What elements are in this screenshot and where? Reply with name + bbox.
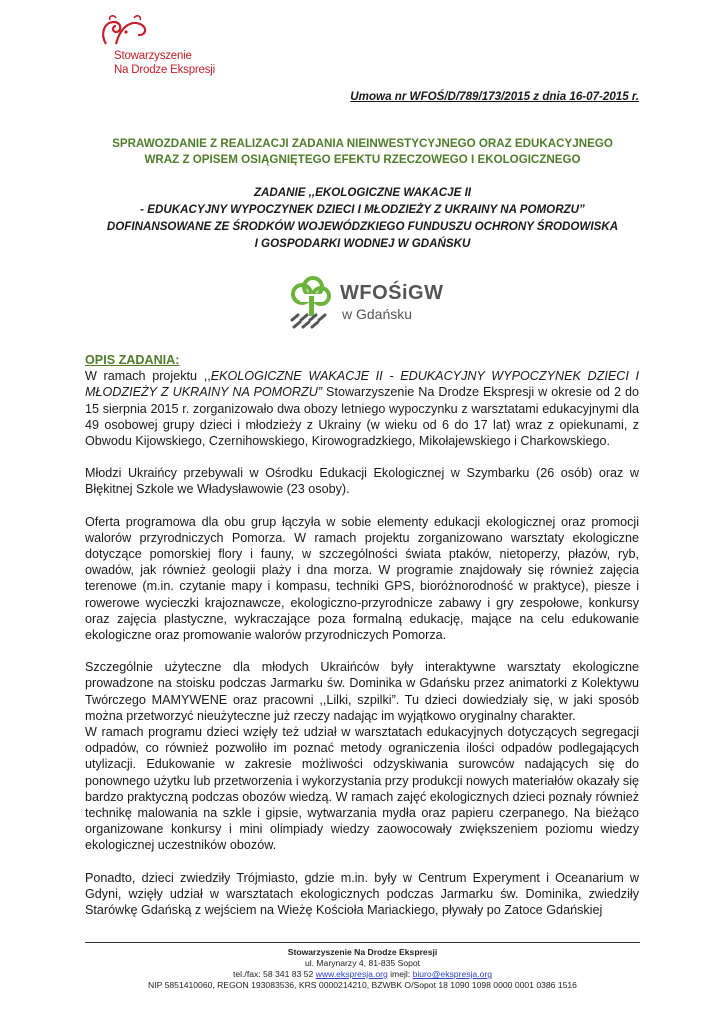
report-title-line1: SPRAWOZDANIE Z REALIZACJI ZADANIA NIEINWESTYCYJNEGO ORAZ EDUKACYJNEGO [112, 137, 613, 150]
footer-divider [85, 942, 640, 943]
org-name-line1: Stowarzyszenie [114, 50, 192, 62]
paragraph-3: Oferta programowa dla obu grup łączyła w sobie elementy edukacji ekologicznej oraz promocji walorów przyrodniczych Pomorza. W ramach projektu zorganizowano warsztaty ekologiczne dotyczące pomorskiej flory i fauny, w szczególności świata ptaków, nietoperzy, płazów, ryb, owadów, jak również geologii plaży i dna morza. W programie znajdowały się również zajęcia terenowe (m.in. czytanie mapy i kompasu, techniki GPS, bioróżnorodność w praktyce), piesze i rowerowe wycieczki krajoznawcze, ekologiczno-przyrodnicze zabawy i gry zespołowe, konkursy oraz zajęcia plastyczne, wykraczające poza formalną edukację, mające na celu edukowanie ekologiczne oraz promowanie walorów przyrodniczych Pomorza. [85, 514, 639, 643]
org-name-line2: Na Drodze Ekspresji [114, 64, 216, 76]
website-link[interactable]: www.ekspresja.org [315, 969, 388, 979]
footer-contact: tel./fax: 58 341 83 52 www.ekspresja.org imejl: biuro@ekspresja.org [232, 969, 493, 979]
report-title [0, 136, 725, 168]
section-heading: OPIS ZADANIA: [85, 353, 180, 367]
task-title [0, 184, 725, 252]
contract-reference: Umowa nr WFOŚ/D/789/173/2015 z dnia 16-07-2015 r. [350, 90, 639, 103]
footer-address: ul. Marynarzy 4, 81-835 Sopot [304, 958, 421, 968]
footer-org-name: Stowarzyszenie Na Drodze Ekspresji [287, 947, 438, 957]
sponsor-subtitle: w Gdańsku [342, 306, 413, 322]
project-name: EKOLOGICZNE WAKACJE II - EDUKACYJNY WYPOCZYNEK DZIECI I MŁODZIEŻY Z UKRAINY NA POMORZU” [85, 369, 639, 400]
report-title-line2: WRAZ Z OPISEM OSIĄGNIĘTEGO EFEKTU RZECZOWEGO I EKOLOGICZNEGO [144, 153, 581, 166]
footer-registry: NIP 5851410060, REGON 193083536, KRS 0000214210, BZWBK O/Sopot 18 1090 1098 0000 0001 0386 1516 [148, 980, 577, 990]
sponsor-name: WFOŚiGW [340, 282, 444, 304]
tree-water-icon [286, 276, 336, 332]
paragraph-6: Ponadto, dzieci zwiedziły Trójmiasto, gdzie m.in. były w Centrum Experyment i Oceanarium w Gdyni, wzięły udział w warsztatach ekologicznych podczas Jarmarku św. Dominika, zwiedziły Starówkę Gdańską z wejściem na Wieżę Kościoła Mariackiego, pływały po Zatoce Gdańskiej [85, 870, 639, 918]
task-line2: - EDUKACYJNY WYPOCZYNEK DZIECI I MŁODZIEŻY Z UKRAINY NA POMORZU” [140, 203, 585, 216]
paragraph-4: Szczególnie użyteczne dla młodych Ukraińców były interaktywne warsztaty ekologiczne prowadzone na stoisku podczas Jarmarku św. Dominika w Gdańsku przez animatorki z Kolektywu Twórczego MAMYWENE oraz pracowni ,,Lilki, szpilki”. Tu dzieci dowiedziały się, w jaki sposób można przetworzyć nieużyteczne już rzeczy nadając im wyjątkowo oryginalny charakter. [85, 660, 639, 723]
task-line1: ZADANIE ,,EKOLOGICZNE WAKACJE II [253, 186, 472, 199]
flourish-icon [96, 14, 156, 50]
paragraph-2: Młodzi Ukraińcy przebywali w Ośrodku Edukacji Ekologicznej w Szymbarku (26 osób) oraz w Błękitnej Szkole we Władysławowie (23 osoby). [85, 466, 639, 497]
paragraph-1: W ramach projektu ,,EKOLOGICZNE WAKACJE II - EDUKACYJNY WYPOCZYNEK DZIECI I MŁODZIEŻY Z UKRAINY NA POMORZU” Stowarzyszenie Na Drodze Ekspresji w okresie od 2 do 15 sierpnia 2015 r. zorganizowało dwa obozy letniego wypoczynku z warsztatami edukacyjnymi dla 49 osobowej grupy dzieci i młodzieży z Ukrainy (w wieku od 6 do 17 lat) wraz z opiekunami, z Obwodu Kijowskiego, Czernihowskiego, Kirowogradzkiego, Mikołajewskiego i Charkowskiego. [85, 369, 639, 449]
sponsor-logo [286, 276, 456, 332]
task-line3: DOFINANSOWANE ZE ŚRODKÓW WOJEWÓDZKIEGO FUNDUSZU OCHRONY ŚRODOWISKA [106, 220, 619, 233]
paragraph-5: W ramach programu dzieci wzięły też udział w warsztatach edukacyjnych dotyczących segregacji odpadów, co również pozwoliło im poznać metody ograniczenia ilości odpadów podlegających utylizacji. Edukowanie w zakresie możliwości odzyskiwania surowców nadających się do ponownego użytku lub przetworzenia i wykorzystania przy produkcji nowych materiałów okazały się bardzo praktyczną podczas obozów wiedzą. W ramach zajęć ekologicznych dzieci poznały również technikę malowania na szkle i gipsie, wytwarzania mydła oraz papieru czerpanego. Na bieżąco organizowane konkursy i mini olimpiady wiedzy zaowocowały zwiększeniem poziomu wiedzy ekologicznej uczestników obozów. [85, 725, 639, 853]
org-logo [90, 14, 216, 88]
document-body [85, 352, 639, 918]
footer [0, 947, 725, 991]
email-link[interactable]: biuro@ekspresja.org [412, 969, 493, 979]
task-line4: I GOSPODARKI WODNEJ W GDAŃSKU [254, 237, 471, 250]
